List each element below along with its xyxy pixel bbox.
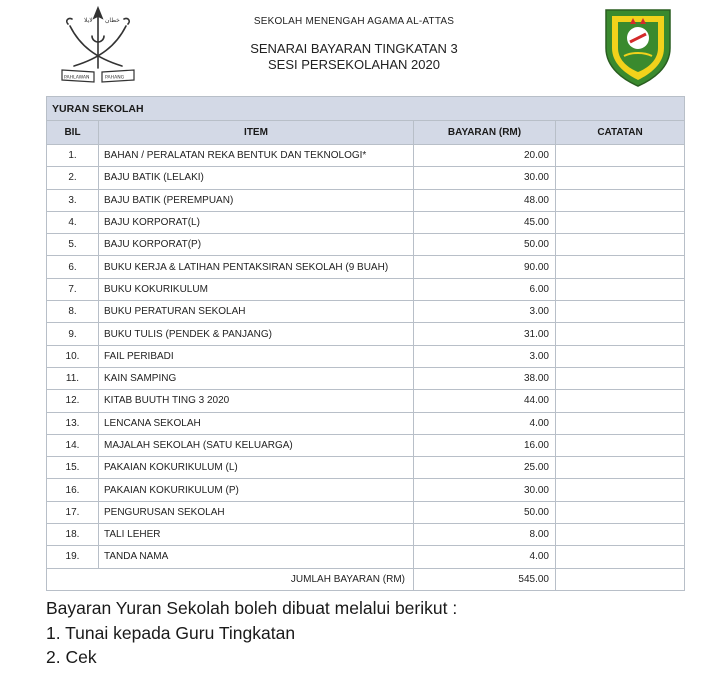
page-header — [0, 0, 708, 96]
table-row — [47, 367, 685, 389]
row-amount: 3.00 — [414, 301, 556, 323]
row-number: 16. — [47, 479, 99, 501]
row-amount: 50.00 — [414, 234, 556, 256]
total-label: JUMLAH BAYARAN (RM) — [47, 568, 414, 590]
table-row — [47, 457, 685, 479]
row-item: BAJU KORPORAT(L) — [99, 211, 414, 233]
row-amount: 25.00 — [414, 457, 556, 479]
row-note — [556, 479, 685, 501]
table-row — [47, 434, 685, 456]
row-note — [556, 189, 685, 211]
row-number: 9. — [47, 323, 99, 345]
row-number: 15. — [47, 457, 99, 479]
table-row — [47, 278, 685, 300]
table-row — [47, 256, 685, 278]
title-line-2: SESI PERSEKOLAHAN 2020 — [268, 57, 440, 72]
row-note — [556, 145, 685, 167]
row-item: BAJU BATIK (PEREMPUAN) — [99, 189, 414, 211]
row-number: 7. — [47, 278, 99, 300]
row-number: 3. — [47, 189, 99, 211]
row-item: LENCANA SEKOLAH — [99, 412, 414, 434]
svg-text:PAHLAWAN: PAHLAWAN — [64, 75, 90, 81]
table-row — [47, 501, 685, 523]
row-amount: 6.00 — [414, 278, 556, 300]
row-item: PAKAIAN KOKURIKULUM (P) — [99, 479, 414, 501]
column-header-amount: BAYARAN (RM) — [414, 121, 556, 145]
payment-note-cash: 1. Tunai kepada Guru Tingkatan — [46, 622, 296, 643]
table-row — [47, 301, 685, 323]
row-amount: 30.00 — [414, 479, 556, 501]
row-number: 13. — [47, 412, 99, 434]
row-number: 18. — [47, 524, 99, 546]
fee-table-container — [46, 96, 684, 591]
row-amount: 20.00 — [414, 145, 556, 167]
row-note — [556, 278, 685, 300]
row-item: PENGURUSAN SEKOLAH — [99, 501, 414, 523]
section-label: YURAN SEKOLAH — [47, 97, 685, 121]
column-header-item: ITEM — [99, 121, 414, 145]
row-note — [556, 367, 685, 389]
column-header-notes: CATATAN — [556, 121, 685, 145]
row-note — [556, 167, 685, 189]
table-row — [47, 412, 685, 434]
row-amount: 45.00 — [414, 211, 556, 233]
table-row — [47, 234, 685, 256]
table-row — [47, 479, 685, 501]
fee-table — [46, 96, 685, 591]
row-number: 14. — [47, 434, 99, 456]
svg-text:ﺧﻄﺎﻥ: ﺧﻄﺎﻥ — [105, 17, 120, 24]
payment-notes — [46, 596, 457, 670]
row-item: KAIN SAMPING — [99, 367, 414, 389]
row-item: FAIL PERIBADI — [99, 345, 414, 367]
row-amount: 48.00 — [414, 189, 556, 211]
row-note — [556, 412, 685, 434]
row-note — [556, 211, 685, 233]
row-note — [556, 501, 685, 523]
column-header-row — [47, 121, 685, 145]
svg-text:PAHANG: PAHANG — [105, 75, 125, 81]
svg-text:ﻻﻳﻼ: ﻻﻳﻼ — [84, 17, 93, 24]
payment-note-intro: Bayaran Yuran Sekolah boleh dibuat melalui berikut : — [46, 598, 458, 618]
row-note — [556, 345, 685, 367]
table-row — [47, 145, 685, 167]
row-amount: 44.00 — [414, 390, 556, 412]
row-item: MAJALAH SEKOLAH (SATU KELUARGA) — [99, 434, 414, 456]
row-item: BUKU PERATURAN SEKOLAH — [99, 301, 414, 323]
row-number: 19. — [47, 546, 99, 568]
row-item: BUKU KOKURIKULUM — [99, 278, 414, 300]
row-number: 17. — [47, 501, 99, 523]
row-item: BAHAN / PERALATAN REKA BENTUK DAN TEKNOLOGI* — [99, 145, 414, 167]
column-header-bil: BIL — [47, 121, 99, 145]
school-crest-logo — [600, 4, 676, 88]
row-note — [556, 524, 685, 546]
table-row — [47, 189, 685, 211]
row-number: 11. — [47, 367, 99, 389]
row-amount: 16.00 — [414, 434, 556, 456]
row-amount: 4.00 — [414, 412, 556, 434]
row-note — [556, 546, 685, 568]
row-item: PAKAIAN KOKURIKULUM (L) — [99, 457, 414, 479]
school-name: SEKOLAH MENENGAH AGAMA AL-ATTAS — [253, 16, 455, 27]
row-amount: 31.00 — [414, 323, 556, 345]
row-note — [556, 301, 685, 323]
row-amount: 38.00 — [414, 367, 556, 389]
row-amount: 30.00 — [414, 167, 556, 189]
row-amount: 8.00 — [414, 524, 556, 546]
table-row — [47, 524, 685, 546]
table-row — [47, 546, 685, 568]
row-note — [556, 256, 685, 278]
row-amount: 3.00 — [414, 345, 556, 367]
row-note — [556, 457, 685, 479]
row-note — [556, 323, 685, 345]
row-item: BAJU KORPORAT(P) — [99, 234, 414, 256]
table-row — [47, 211, 685, 233]
section-header-row — [47, 97, 685, 121]
total-amount: 545.00 — [414, 568, 556, 590]
row-amount: 50.00 — [414, 501, 556, 523]
row-number: 1. — [47, 145, 99, 167]
total-row — [47, 568, 685, 590]
table-row — [47, 323, 685, 345]
table-row — [47, 345, 685, 367]
row-note — [556, 434, 685, 456]
table-row — [47, 390, 685, 412]
row-amount: 4.00 — [414, 546, 556, 568]
row-amount: 90.00 — [414, 256, 556, 278]
row-item: TALI LEHER — [99, 524, 414, 546]
payment-note-cheque: 2. Cek — [46, 647, 97, 667]
row-number: 4. — [47, 211, 99, 233]
row-item: BAJU BATIK (LELAKI) — [99, 167, 414, 189]
row-item: KITAB BUUTH TING 3 2020 — [99, 390, 414, 412]
row-number: 12. — [47, 390, 99, 412]
row-number: 5. — [47, 234, 99, 256]
row-item: TANDA NAMA — [99, 546, 414, 568]
row-number: 10. — [47, 345, 99, 367]
row-item: BUKU TULIS (PENDEK & PANJANG) — [99, 323, 414, 345]
row-note — [556, 234, 685, 256]
row-number: 2. — [47, 167, 99, 189]
row-item: BUKU KERJA & LATIHAN PENTAKSIRAN SEKOLAH (9 BUAH) — [99, 256, 414, 278]
row-number: 8. — [47, 301, 99, 323]
total-note — [556, 568, 685, 590]
title-line-1: SENARAI BAYARAN TINGKATAN 3 — [250, 41, 458, 56]
row-note — [556, 390, 685, 412]
row-number: 6. — [47, 256, 99, 278]
table-row — [47, 167, 685, 189]
